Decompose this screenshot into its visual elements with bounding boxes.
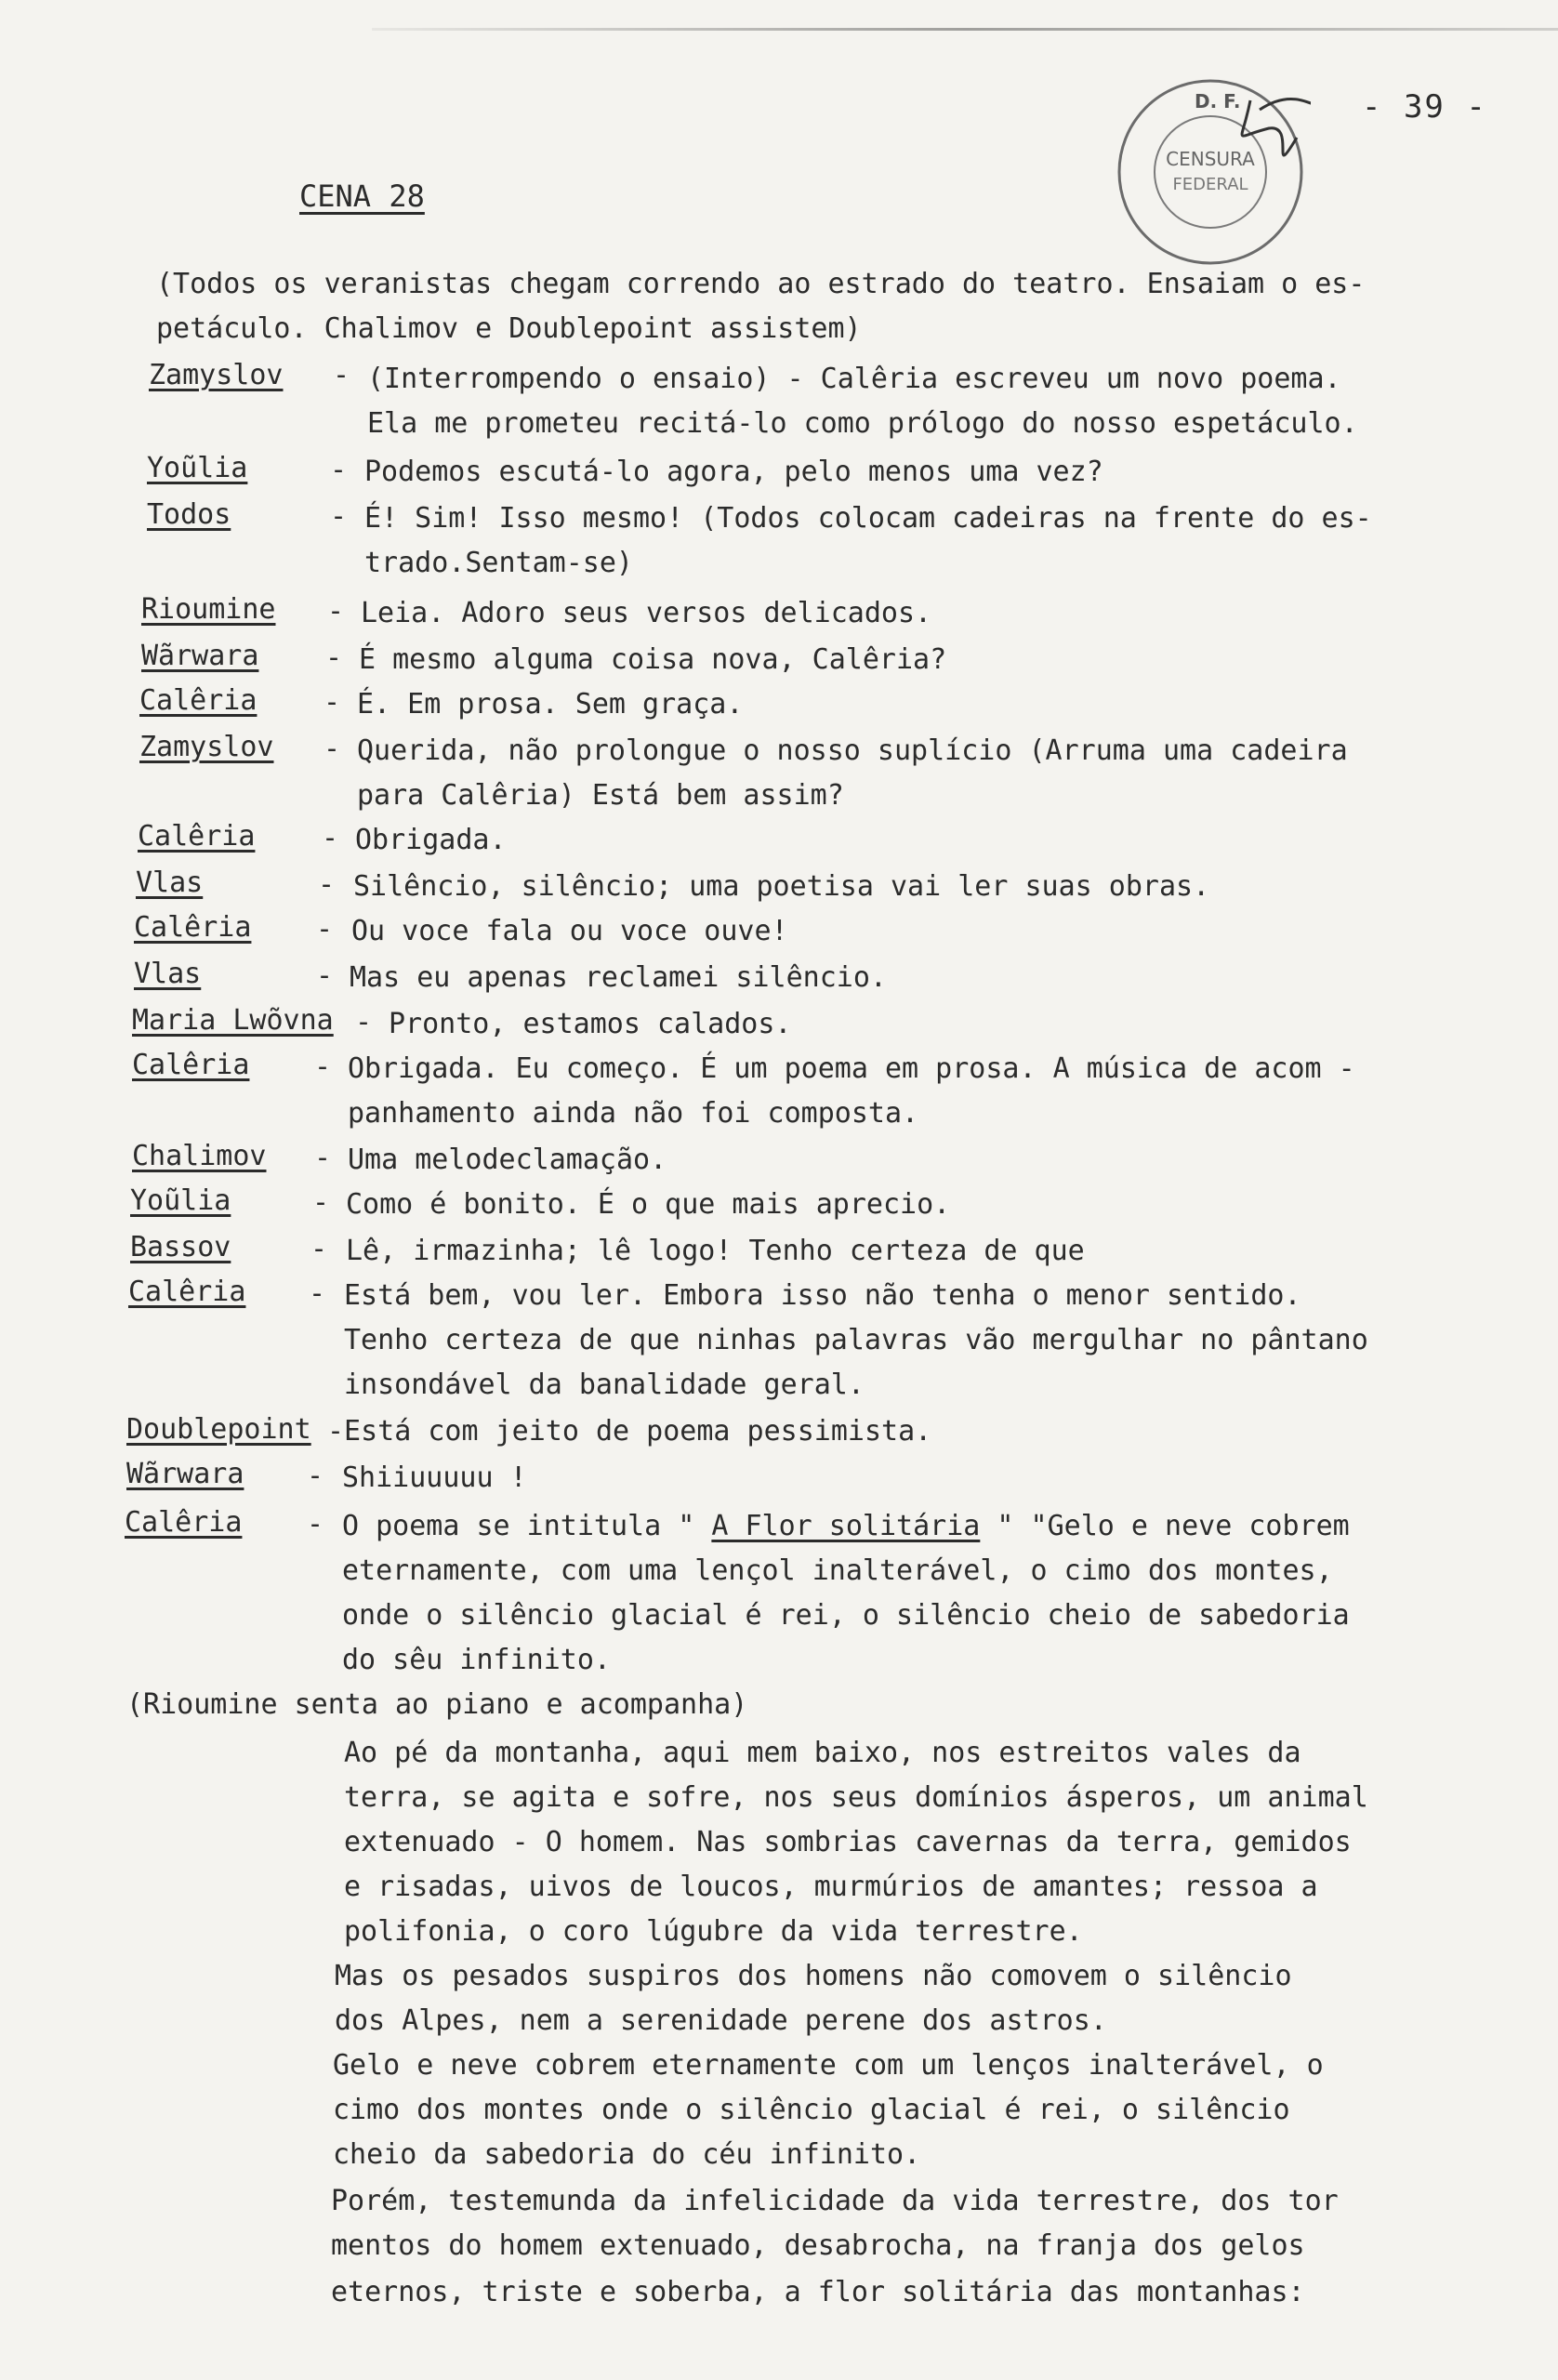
svg-text:FEDERAL: FEDERAL [1172,175,1248,194]
dialogue-line: Obrigada. [355,824,507,856]
speaker-name: Calêria [138,820,256,853]
dialogue-dash: - [333,359,350,391]
dialogue-line: Ela me prometeu recitá-lo como prólogo do nosso espetáculo. [367,407,1358,440]
poem-line: e risadas, uivos de loucos, murmúrios de amantes; ressoa a [344,1871,1318,1903]
speaker-name: Vlas [134,958,202,990]
speaker-name: Calêria [134,911,252,944]
dialogue-line: Querida, não prolongue o nosso suplício (Arruma uma cadeira [357,734,1348,767]
dialogue-line: É! Sim! Isso mesmo! (Todos colocam cadeiras na frente do es- [364,502,1372,535]
dialogue-line: É mesmo alguma coisa nova, Calêria? [359,643,947,676]
poem-line: Ao pé da montanha, aqui mem baixo, nos estreitos vales da [344,1737,1301,1769]
dialogue-line: Mas eu apenas reclamei silêncio. [350,961,887,994]
speaker-name: Wãrwara [126,1458,244,1490]
poem-line: Mas os pesados suspiros dos homens não comovem o silêncio [335,1960,1292,1992]
poem-line: eternos, triste e soberba, a flor solitária das montanhas: [331,2276,1305,2308]
speaker-name: Maria Lwõvna [132,1004,334,1037]
speaker-name: Calêria [132,1049,250,1081]
dialogue-dash: - [327,595,345,628]
speaker-name: Yoũlia [147,452,248,484]
dialogue-line: -Está com jeito de poema pessimista. [327,1415,932,1448]
dialogue-line: onde o silêncio glacial é rei, o silêncio cheio de sabedoria [342,1599,1350,1632]
speaker-name: Rioumine [141,593,276,626]
poem-line: Gelo e neve cobrem eternamente com um lenços inalterável, o [333,2049,1324,2082]
dialogue-line: Tenho certeza de que ninhas palavras vão mergulhar no pântano [344,1324,1368,1356]
dialogue-line: Shiiuuuuu ! [342,1461,527,1494]
dialogue-dash: - [355,1006,373,1038]
speaker-name: Wãrwara [141,640,259,672]
dialogue-line [342,1504,1350,1549]
dialogue-line: Como é bonito. É o que mais aprecio. [346,1188,951,1221]
dialogue-line: para Calêria) Está bem assim? [357,779,844,812]
dialogue-dash: - [323,686,341,719]
poem-line: Porém, testemunda da infelicidade da vida terrestre, dos tor [331,2185,1339,2217]
stage-direction-line: petáculo. Chalimov e Doublepoint assistem) [156,312,862,345]
scene-title: CENA 28 [299,178,425,214]
poem-line: polifonia, o coro lúgubre da vida terrestre. [344,1915,1083,1948]
dialogue-line: Ou voce fala ou voce ouve! [351,915,788,947]
speaker-name: Zamyslov [149,359,284,391]
dialogue-line: Silêncio, silêncio; uma poetisa vai ler suas obras. [353,870,1210,903]
poem-intro: O poema se intitula " [342,1510,695,1542]
stage-direction-line: (Rioumine senta ao piano e acompanha) [126,1688,748,1721]
dialogue-line: insondável da banalidade geral. [344,1368,865,1401]
dialogue-dash: - [307,1460,324,1492]
dialogue-dash: - [323,733,341,765]
dialogue-dash: - [310,1233,328,1265]
dialogue-dash: - [309,1277,326,1310]
speaker-name: Calêria [128,1276,246,1308]
speaker-name: Yoũlia [130,1184,231,1217]
poem-title: A Flor solitária [711,1510,981,1542]
speaker-name: Zamyslov [139,731,274,763]
dialogue-line: trado.Sentam-se) [364,547,633,579]
dialogue-dash: - [318,868,336,901]
poem-title-after: " "Gelo e neve cobrem [997,1510,1350,1542]
dialogue-dash: - [314,1051,332,1083]
dialogue-line: Podemos escutá-lo agora, pelo menos uma vez? [364,456,1103,488]
dialogue-dash: - [314,1142,332,1174]
dialogue-dash: - [316,913,334,945]
dialogue-dash: - [316,959,334,992]
dialogue-dash: - [330,454,348,486]
scan-edge-line [372,28,1558,31]
poem-line: extenuado - O homem. Nas sombrias cavernas da terra, gemidos [344,1826,1352,1858]
dialogue-line: Está bem, vou ler. Embora isso não tenha o menor sentido. [344,1279,1301,1312]
dialogue-line: panhamento ainda não foi composta. [348,1097,919,1130]
dialogue-line: do sêu infinito. [342,1644,611,1676]
speaker-name: Todos [147,498,231,531]
dialogue-dash: - [312,1186,330,1219]
dialogue-line: Lê, irmazinha; lê logo! Tenho certeza de que [346,1235,1085,1267]
speaker-name: Doublepoint [126,1413,311,1446]
speaker-name: Calêria [125,1506,243,1539]
dialogue-dash: - [322,822,339,854]
dialogue-line: Leia. Adoro seus versos delicados. [361,597,932,629]
dialogue-line: Obrigada. Eu começo. É um poema em prosa. A música de acom - [348,1052,1355,1085]
dialogue-line: Pronto, estamos calados. [389,1008,792,1040]
svg-text:CENSURA: CENSURA [1166,148,1255,170]
poem-line: mentos do homem extenuado, desabrocha, na franja dos gelos [331,2229,1305,2262]
dialogue-dash: - [307,1508,324,1540]
censorship-stamp-icon [1111,73,1311,272]
dialogue-line: É. Em prosa. Sem graça. [357,688,744,721]
stage-direction-line: (Todos os veranistas chegam correndo ao estrado do teatro. Ensaiam o es- [156,268,1366,300]
dialogue-line: eternamente, com uma lençol inalterável, o cimo dos montes, [342,1554,1333,1587]
poem-line: terra, se agita e sofre, nos seus domínios ásperos, um animal [344,1781,1368,1814]
page-number: - 39 - [1362,88,1487,126]
speaker-name: Bassov [130,1231,231,1263]
dialogue-line: (Interrompendo o ensaio) - Calêria escreveu um novo poema. [367,363,1341,395]
poem-line: dos Alpes, nem a serenidade perene dos astros. [335,2004,1107,2037]
poem-line: cimo dos montes onde o silêncio glacial é rei, o silêncio [333,2094,1290,2126]
speaker-name: Chalimov [132,1140,267,1172]
dialogue-dash: - [325,641,343,674]
dialogue-line: Uma melodeclamação. [348,1144,667,1176]
speaker-name: Vlas [136,866,204,899]
svg-text:D. F.: D. F. [1195,90,1241,112]
poem-line: cheio da sabedoria do céu infinito. [333,2138,921,2171]
dialogue-dash: - [330,500,348,533]
speaker-name: Calêria [139,684,257,717]
